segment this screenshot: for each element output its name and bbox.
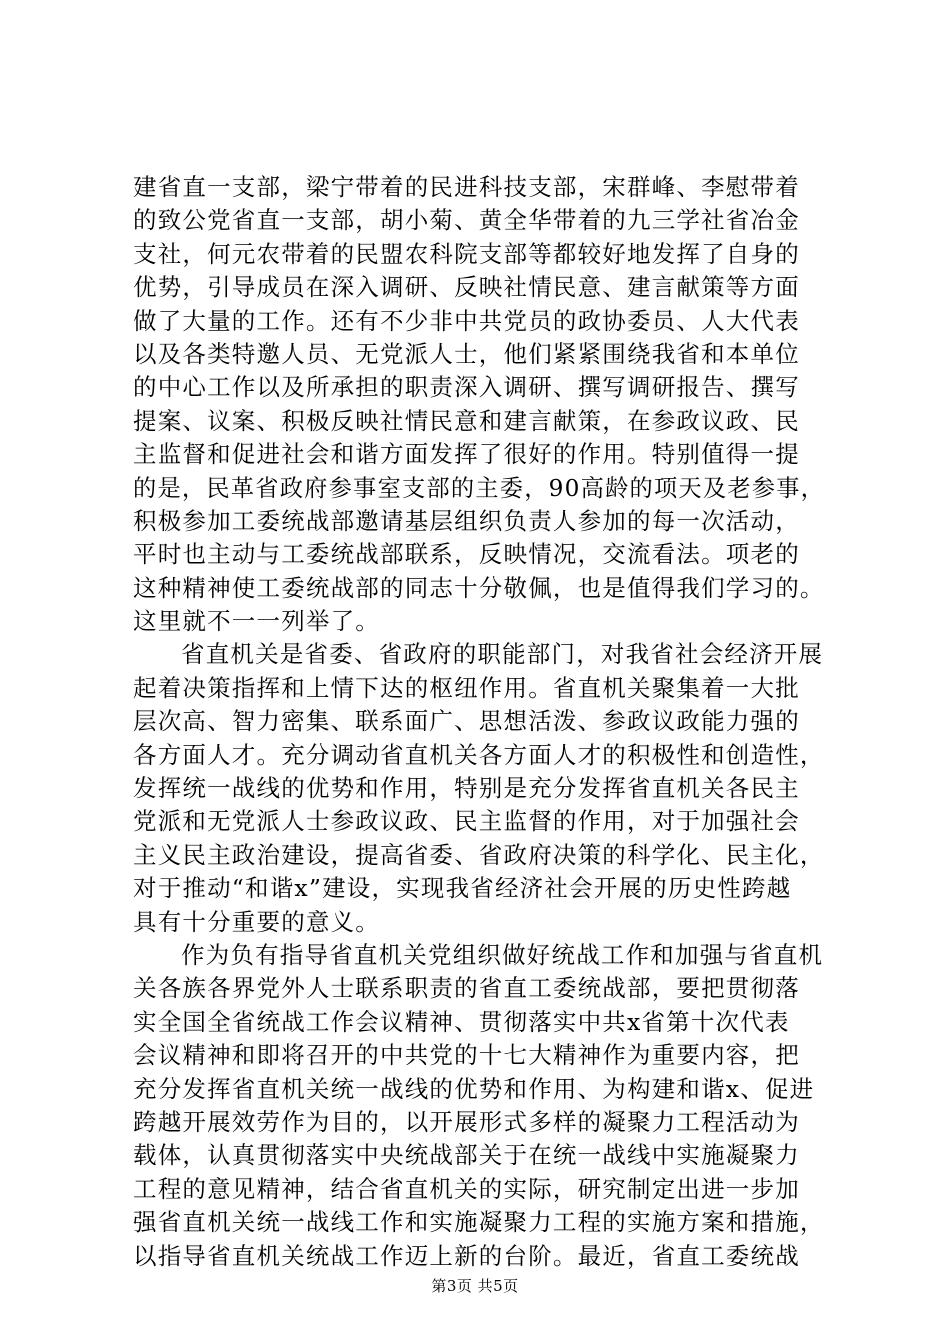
text-line: 党派和无党派人士参政议政、民主监督的作用，对于加强社会	[133, 807, 800, 836]
text-line: 具有十分重要的意义。	[133, 907, 380, 936]
text-line: 这里就不一一列举了。	[133, 607, 380, 636]
text-line: 主义民主政治建设，提高省委、省政府决策的科学化、民主化，	[133, 840, 825, 869]
paragraph-start-line: 作为负有指导省直机关党组织做好统战工作和加强与省直机	[181, 940, 824, 969]
text-line: 这种精神使工委统战部的同志十分敬佩，也是值得我们学习的。	[133, 573, 825, 602]
text-line: 会议精神和即将召开的中共党的十七大精神作为重要内容，把	[133, 1041, 800, 1070]
text-line: 层次高、智力密集、联系面广、思想活泼、参政议政能力强的	[133, 707, 800, 736]
page-number-footer: 第3页 共5页	[431, 1277, 519, 1295]
paragraph-start-line: 省直机关是省委、省政府的职能部门，对我省社会经济开展	[181, 640, 824, 669]
text-line: 提案、议案、积极反映社情民意和建言献策，在参政议政、民	[133, 406, 800, 435]
text-line: 实全国全省统战工作会议精神、贯彻落实中共x省第十次代表	[133, 1007, 790, 1036]
text-line: 关各族各界党外人士联系职责的省直工委统战部，要把贯彻落	[133, 974, 800, 1003]
text-line: 支社，何元农带着的民盟农科院支部等都较好地发挥了自身的	[133, 239, 800, 268]
document-body	[133, 171, 828, 1273]
text-line: 做了大量的工作。还有不少非中共党员的政协委员、人大代表	[133, 306, 800, 335]
text-line: 建省直一支部，梁宁带着的民进科技支部，宋群峰、李慰带着	[133, 173, 800, 201]
text-line: 载体，认真贯彻落实中央统战部关于在统一战线中实施凝聚力	[133, 1141, 800, 1170]
text-line: 以及各类特邀人员、无党派人士，他们紧紧围绕我省和本单位	[133, 339, 800, 368]
text-line: 各方面人才。充分调动省直机关各方面人才的积极性和创造性，	[133, 740, 825, 769]
text-line: 发挥统一战线的优势和作用，特别是充分发挥省直机关各民主	[133, 774, 800, 803]
text-line: 主监督和促进社会和谐方面发挥了很好的作用。特别值得一提	[133, 440, 800, 469]
text-line: 充分发挥省直机关统一战线的优势和作用、为构建和谐x、促进	[133, 1074, 815, 1103]
text-line: 工程的意见精神，结合省直机关的实际，研究制定出进一步加	[133, 1174, 800, 1203]
text-line: 的是，民革省政府参事室支部的主委，90高龄的项天及老参事，	[133, 474, 826, 502]
text-line: 对于推动“和谐x”建设，实现我省经济社会开展的历史性跨越	[133, 874, 792, 903]
text-line: 的致公党省直一支部，胡小菊、黄全华带着的九三学社省冶金	[133, 206, 800, 235]
text-line: 优势，引导成员在深入调研、反映社情民意、建言献策等方面	[133, 273, 800, 302]
text-line: 跨越开展效劳作为目的，以开展形式多样的凝聚力工程活动为	[133, 1107, 800, 1136]
text-line: 的中心工作以及所承担的职责深入调研、撰写调研报告、撰写	[133, 373, 800, 402]
text-line: 平时也主动与工委统战部联系，反映情况，交流看法。项老的	[133, 540, 800, 569]
text-line: 起着决策指挥和上情下达的枢纽作用。省直机关聚集着一大批	[133, 673, 800, 702]
text-line: 以指导省直机关统战工作迈上新的台阶。最近，省直工委统战	[133, 1241, 800, 1270]
text-line: 强省直机关统一战线工作和实施凝聚力工程的实施方案和措施，	[133, 1208, 825, 1237]
text-line: 积极参加工委统战部邀请基层组织负责人参加的每一次活动，	[133, 506, 800, 535]
